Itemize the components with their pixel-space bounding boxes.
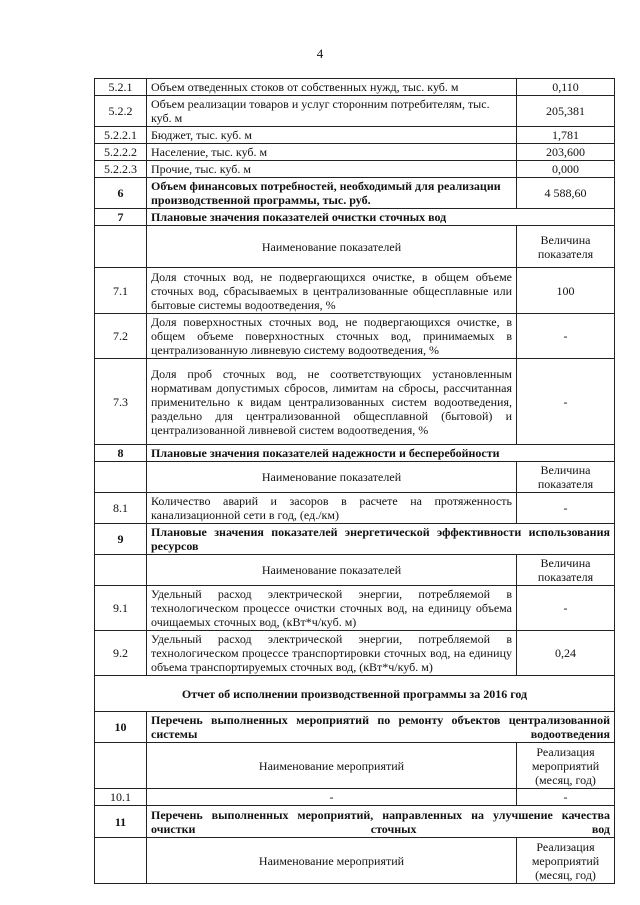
- column-header-value: Величина показателя: [517, 462, 615, 493]
- row-value: 1,781: [517, 127, 615, 144]
- empty-cell: [95, 226, 147, 268]
- table-row: [95, 96, 615, 127]
- section-title: Плановые значения показателей надежности и бесперебойности: [147, 445, 615, 462]
- row-number: 5.2.1: [95, 79, 147, 96]
- subheader-row: [95, 462, 615, 493]
- row-description: Удельный расход электрической энергии, потребляемой в технологическом процессе очистки сточных вод, на единицу объема очищаемых сточных вод, (кВт*ч/куб. м): [147, 586, 517, 631]
- section-title: Перечень выполненных мероприятий по ремонту объектов централизованной системы водоотведения: [147, 712, 615, 743]
- subheader-row: [95, 743, 615, 789]
- table-row: [95, 178, 615, 209]
- row-value: 0,000: [517, 161, 615, 178]
- column-header-name: Наименование мероприятий: [147, 743, 517, 789]
- column-header-name: Наименование показателей: [147, 462, 517, 493]
- table-row: [95, 789, 615, 806]
- report-row: [95, 676, 615, 712]
- column-header-value: Реализация мероприятий (месяц, год): [517, 743, 615, 789]
- row-value: -: [517, 359, 615, 445]
- page-number: 4: [316, 46, 324, 61]
- subheader-row: [95, 226, 615, 268]
- row-description: Количество аварий и засоров в расчете на протяженность канализационной сети в год, (ед./км): [147, 493, 517, 524]
- column-header-name: Наименование показателей: [147, 555, 517, 586]
- table-row: [95, 314, 615, 359]
- subheader-row: [95, 555, 615, 586]
- row-description: -: [147, 789, 517, 806]
- table-row: [95, 586, 615, 631]
- section-number: 10: [95, 712, 147, 743]
- row-value: 0,24: [517, 631, 615, 676]
- row-value: 0,110: [517, 79, 615, 96]
- row-number: 7.3: [95, 359, 147, 445]
- section-number: 9: [95, 524, 147, 555]
- row-number: 7.2: [95, 314, 147, 359]
- empty-cell: [95, 555, 147, 586]
- table-row: [95, 127, 615, 144]
- section-title: Плановые значения показателей энергетической эффективности использования ресурсов: [147, 524, 615, 555]
- table-row: [95, 268, 615, 314]
- row-description: Объем отведенных стоков от собственных нужд, тыс. куб. м: [147, 79, 517, 96]
- row-value: 205,381: [517, 96, 615, 127]
- table-row: [95, 79, 615, 96]
- row-value: -: [517, 586, 615, 631]
- row-value: 203,600: [517, 144, 615, 161]
- empty-cell: [95, 838, 147, 884]
- row-number: 5.2.2.2: [95, 144, 147, 161]
- row-description: Доля проб сточных вод, не соответствующих установленным нормативам допустимых сбросов, лимитам на сбросы, рассчитанная применительно к видам централизованных систем водоотведения, раздельно для централизованной общесплавной (бытовой) и централизованной ливневой систем водоотведения, %: [147, 359, 517, 445]
- column-header-name: Наименование мероприятий: [147, 838, 517, 884]
- row-value: 4 588,60: [517, 178, 615, 209]
- table-row: [95, 359, 615, 445]
- row-description: Население, тыс. куб. м: [147, 144, 517, 161]
- section-number: 8: [95, 445, 147, 462]
- column-header-value: Величина показателя: [517, 555, 615, 586]
- row-number: 5.2.2: [95, 96, 147, 127]
- subheader-row: [95, 838, 615, 884]
- section-row: [95, 712, 615, 743]
- section-row: [95, 806, 615, 838]
- row-description: Удельный расход электрической энергии, потребляемой в технологическом процессе транспортировки сточных вод, на единицу объема транспортируемых сточных вод, (кВт*ч/куб. м): [147, 631, 517, 676]
- table-row: [95, 493, 615, 524]
- empty-cell: [95, 743, 147, 789]
- row-number: 9.2: [95, 631, 147, 676]
- row-value: -: [517, 789, 615, 806]
- table-row: [95, 161, 615, 178]
- section-row: [95, 524, 615, 555]
- row-value: -: [517, 314, 615, 359]
- row-number: 9.1: [95, 586, 147, 631]
- section-row: [95, 445, 615, 462]
- row-number: 6: [95, 178, 147, 209]
- report-title: Отчет об исполнении производственной программы за 2016 год: [95, 676, 615, 712]
- column-header-value: Реализация мероприятий (месяц, год): [517, 838, 615, 884]
- table-row: [95, 631, 615, 676]
- row-description: Объем финансовых потребностей, необходимый для реализации производственной программы, тыс. руб.: [147, 178, 517, 209]
- section-title: Перечень выполненных мероприятий, направленных на улучшение качества очистки сточных вод: [147, 806, 615, 838]
- row-number: 7.1: [95, 268, 147, 314]
- row-number: 10.1: [95, 789, 147, 806]
- section-title: Плановые значения показателей очистки сточных вод: [147, 209, 615, 226]
- row-description: Прочие, тыс. куб. м: [147, 161, 517, 178]
- row-number: 8.1: [95, 493, 147, 524]
- row-number: 5.2.2.3: [95, 161, 147, 178]
- table-row: [95, 144, 615, 161]
- section-row: [95, 209, 615, 226]
- row-description: Доля поверхностных сточных вод, не подвергающихся очистке, в общем объеме поверхностных сточных вод, принимаемых в централизованную ливневую систему водоотведения, %: [147, 314, 517, 359]
- empty-cell: [95, 462, 147, 493]
- column-header-value: Величина показателя: [517, 226, 615, 268]
- row-description: Бюджет, тыс. куб. м: [147, 127, 517, 144]
- section-number: 7: [95, 209, 147, 226]
- row-number: 5.2.2.1: [95, 127, 147, 144]
- section-number: 11: [95, 806, 147, 838]
- row-value: 100: [517, 268, 615, 314]
- program-table: [94, 78, 615, 884]
- column-header-name: Наименование показателей: [147, 226, 517, 268]
- row-description: Доля сточных вод, не подвергающихся очистке, в общем объеме сточных вод, сбрасываемых в централизованные общесплавные или бытовые системы водоотведения, %: [147, 268, 517, 314]
- row-description: Объем реализации товаров и услуг сторонним потребителям, тыс. куб. м: [147, 96, 517, 127]
- row-value: -: [517, 493, 615, 524]
